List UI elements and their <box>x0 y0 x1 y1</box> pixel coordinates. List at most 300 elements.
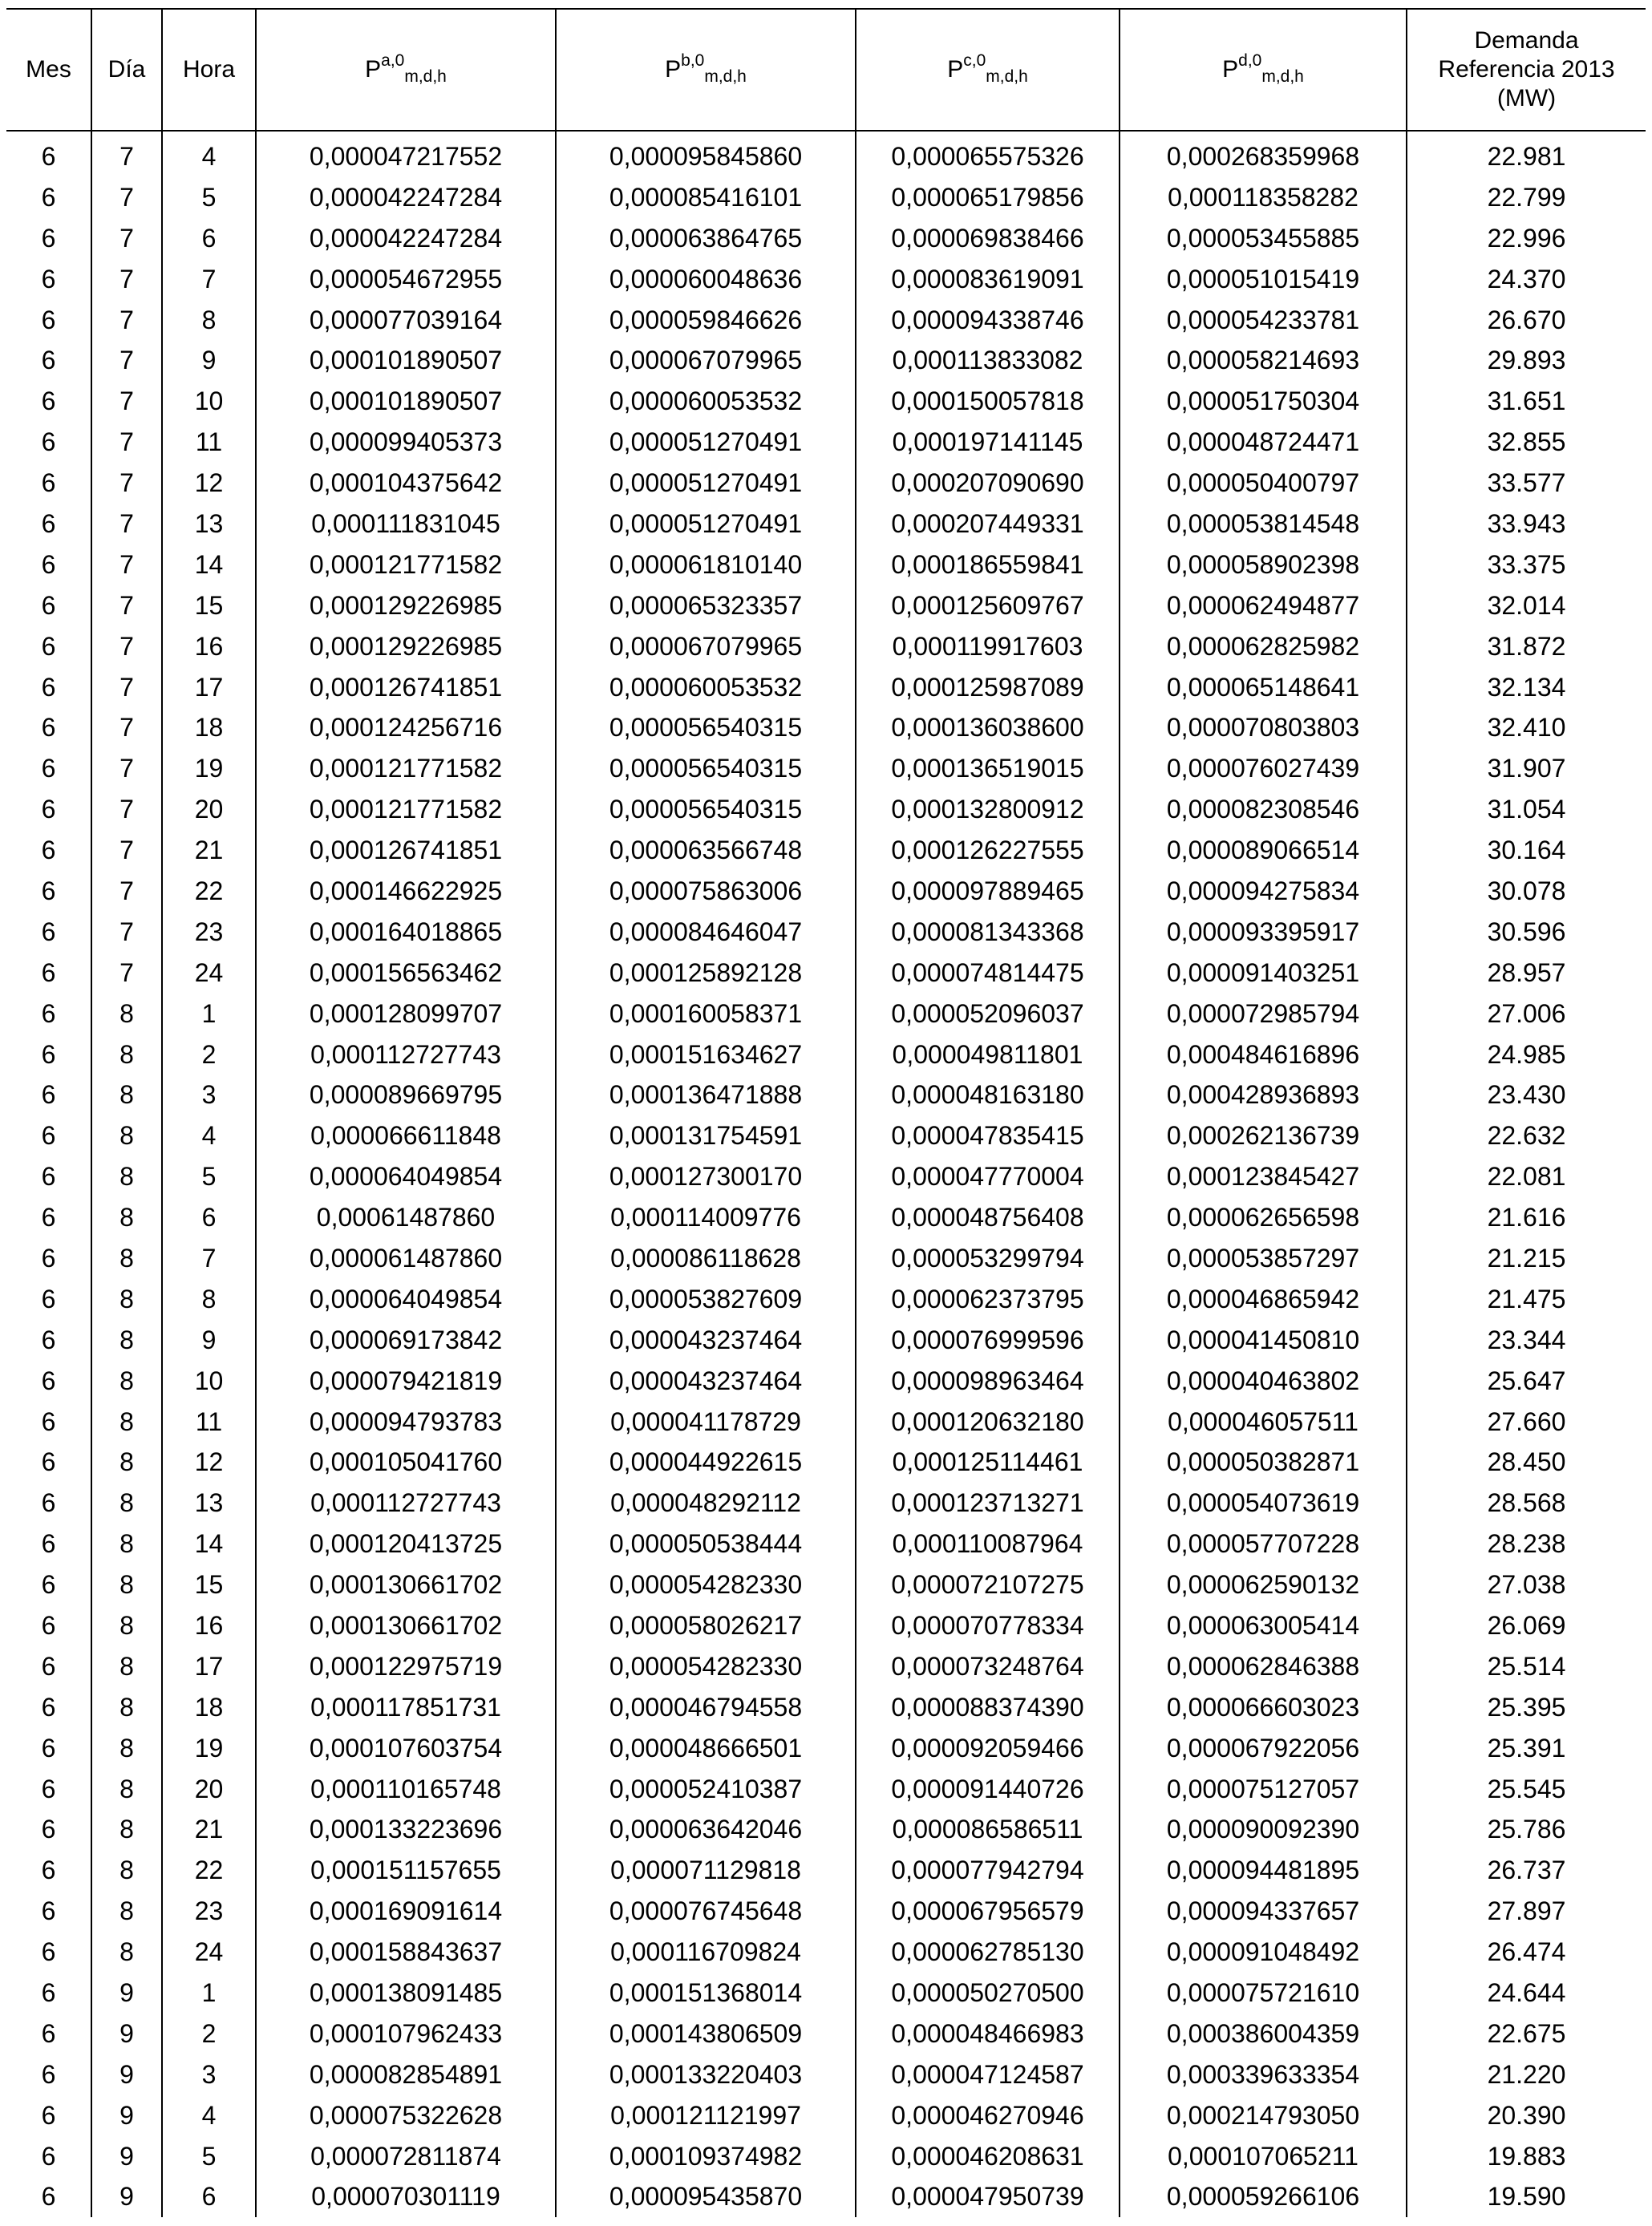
pb-cell: 0,000084646047 <box>556 912 856 953</box>
dia-cell: 7 <box>91 953 162 994</box>
table-row <box>6 2136 1646 2177</box>
header-demanda-line1: Demanda <box>1474 27 1579 54</box>
pd-cell: 0,000070803803 <box>1120 707 1407 748</box>
header-pd <box>1120 9 1407 131</box>
pb-cell: 0,000151634627 <box>556 1034 856 1075</box>
pb-cell: 0,000048292112 <box>556 1483 856 1524</box>
demanda-cell: 25.786 <box>1407 1810 1646 1851</box>
mes-cell: 6 <box>41 713 56 743</box>
pd-cell: 0,000046057511 <box>1120 1402 1407 1443</box>
pd-cell: 0,000091403251 <box>1120 953 1407 994</box>
pb-cell: 0,000051270491 <box>556 422 856 463</box>
demanda-cell: 22.799 <box>1407 177 1646 218</box>
pa-cell: 0,000130661702 <box>256 1605 556 1646</box>
pd-cell: 0,000062846388 <box>1120 1646 1407 1687</box>
hora-cell: 24 <box>162 953 256 994</box>
demanda-cell: 32.014 <box>1407 585 1646 626</box>
hora-cell: 2 <box>162 1034 256 1075</box>
hora-cell: 5 <box>162 2136 256 2177</box>
pb-cell: 0,000060053532 <box>556 667 856 708</box>
table-row <box>6 830 1646 871</box>
table-row <box>6 1891 1646 1932</box>
dia-cell: 7 <box>91 544 162 585</box>
pd-cell: 0,000053814548 <box>1120 504 1407 544</box>
hora-cell: 13 <box>162 1483 256 1524</box>
table-row <box>6 1402 1646 1443</box>
header-pb-sub: m,d,h <box>704 67 747 86</box>
hora-cell: 21 <box>162 1810 256 1851</box>
hora-cell: 6 <box>162 2177 256 2218</box>
demanda-cell: 21.475 <box>1407 1279 1646 1320</box>
pa-cell: 0,00061487860 <box>256 1197 556 1238</box>
hora-cell: 19 <box>162 1728 256 1769</box>
mes-cell: 6 <box>41 754 56 783</box>
pb-cell: 0,000160058371 <box>556 994 856 1034</box>
pb-cell: 0,000059846626 <box>556 300 856 341</box>
pa-cell: 0,000066611848 <box>256 1115 556 1156</box>
hora-cell: 17 <box>162 1646 256 1687</box>
header-dia <box>91 9 162 131</box>
pd-cell: 0,000058214693 <box>1120 340 1407 381</box>
pa-cell: 0,000164018865 <box>256 912 556 953</box>
pc-cell: 0,000092059466 <box>856 1728 1120 1769</box>
dia-cell: 7 <box>91 626 162 667</box>
hora-cell: 9 <box>162 340 256 381</box>
table-row <box>6 1197 1646 1238</box>
pc-cell: 0,000047770004 <box>856 1156 1120 1197</box>
demanda-cell: 27.006 <box>1407 994 1646 1034</box>
dia-cell: 7 <box>91 340 162 381</box>
table-row <box>6 463 1646 504</box>
pd-cell: 0,000094275834 <box>1120 871 1407 912</box>
table-row <box>6 218 1646 259</box>
demanda-cell: 33.375 <box>1407 544 1646 585</box>
pd-cell: 0,000040463802 <box>1120 1361 1407 1402</box>
table-row <box>6 2095 1646 2136</box>
pa-cell: 0,000128099707 <box>256 994 556 1034</box>
hora-cell: 11 <box>162 1402 256 1443</box>
dia-cell: 9 <box>91 2054 162 2095</box>
pa-cell: 0,000104375642 <box>256 463 556 504</box>
dia-cell: 7 <box>91 830 162 871</box>
pc-cell: 0,000136519015 <box>856 748 1120 789</box>
pa-cell: 0,000121771582 <box>256 789 556 830</box>
pc-cell: 0,000048163180 <box>856 1075 1120 1115</box>
pb-cell: 0,000056540315 <box>556 748 856 789</box>
pb-cell: 0,000054282330 <box>556 1646 856 1687</box>
table-row <box>6 1646 1646 1687</box>
pd-cell: 0,000041450810 <box>1120 1320 1407 1361</box>
dia-cell: 8 <box>91 1524 162 1564</box>
mes-cell: 6 <box>41 141 56 171</box>
pc-cell: 0,000053299794 <box>856 1238 1120 1279</box>
table-row <box>6 1115 1646 1156</box>
dia-cell: 7 <box>91 300 162 341</box>
mes-cell: 6 <box>41 1447 56 1477</box>
pc-cell: 0,000186559841 <box>856 544 1120 585</box>
hora-cell: 5 <box>162 177 256 218</box>
header-pd-base: P <box>1222 56 1239 83</box>
pb-cell: 0,000048666501 <box>556 1728 856 1769</box>
header-pc-base: P <box>947 56 964 83</box>
pc-cell: 0,000047835415 <box>856 1115 1120 1156</box>
mes-cell: 6 <box>41 305 56 334</box>
hora-cell: 14 <box>162 1524 256 1564</box>
pd-cell: 0,000082308546 <box>1120 789 1407 830</box>
pc-cell: 0,000048466983 <box>856 2014 1120 2054</box>
table-row <box>6 504 1646 544</box>
pb-cell: 0,000151368014 <box>556 1973 856 2014</box>
hora-cell: 22 <box>162 871 256 912</box>
mes-cell: 6 <box>41 1733 56 1763</box>
pd-cell: 0,000214793050 <box>1120 2095 1407 2136</box>
pc-cell: 0,000050270500 <box>856 1973 1120 2014</box>
pa-cell: 0,000133223696 <box>256 1810 556 1851</box>
mes-cell: 6 <box>41 223 56 253</box>
pa-cell: 0,000072811874 <box>256 2136 556 2177</box>
pd-cell: 0,000075127057 <box>1120 1769 1407 1810</box>
hora-cell: 1 <box>162 1973 256 2014</box>
mes-cell: 6 <box>41 346 56 375</box>
pd-cell: 0,000050400797 <box>1120 463 1407 504</box>
pd-cell: 0,000053455885 <box>1120 218 1407 259</box>
table-row <box>6 1075 1646 1115</box>
table-row <box>6 2054 1646 2095</box>
demanda-cell: 21.616 <box>1407 1197 1646 1238</box>
dia-cell: 9 <box>91 2095 162 2136</box>
table-row <box>6 1156 1646 1197</box>
mes-cell: 6 <box>41 387 56 416</box>
pc-cell: 0,000098963464 <box>856 1361 1120 1402</box>
table-row <box>6 1564 1646 1605</box>
pc-cell: 0,000047124587 <box>856 2054 1120 2095</box>
dia-cell: 8 <box>91 1605 162 1646</box>
pc-cell: 0,000072107275 <box>856 1564 1120 1605</box>
table-row <box>6 707 1646 748</box>
header-pb-label <box>665 51 747 86</box>
pc-cell: 0,000136038600 <box>856 707 1120 748</box>
demanda-cell: 21.215 <box>1407 1238 1646 1279</box>
header-dia-label: Día <box>107 56 146 83</box>
pc-cell: 0,000074814475 <box>856 953 1120 994</box>
table-row <box>6 585 1646 626</box>
pd-cell: 0,000048724471 <box>1120 422 1407 463</box>
header-pb-base: P <box>665 56 682 83</box>
pa-cell: 0,000117851731 <box>256 1687 556 1728</box>
pa-cell: 0,000042247284 <box>256 177 556 218</box>
mes-cell: 6 <box>41 1651 56 1681</box>
dia-cell: 8 <box>91 1850 162 1891</box>
dia-cell: 7 <box>91 748 162 789</box>
pa-cell: 0,000077039164 <box>256 300 556 341</box>
pa-cell: 0,000158843637 <box>256 1932 556 1973</box>
demanda-cell: 30.596 <box>1407 912 1646 953</box>
pb-cell: 0,000060053532 <box>556 381 856 422</box>
demanda-cell: 24.370 <box>1407 259 1646 300</box>
pb-cell: 0,000114009776 <box>556 1197 856 1238</box>
pd-cell: 0,000090092390 <box>1120 1810 1407 1851</box>
demanda-cell: 32.134 <box>1407 667 1646 708</box>
table-row <box>6 994 1646 1034</box>
pa-cell: 0,000047217552 <box>256 131 556 177</box>
demanda-cell: 31.872 <box>1407 626 1646 667</box>
pa-cell: 0,000126741851 <box>256 830 556 871</box>
pc-cell: 0,000065179856 <box>856 177 1120 218</box>
table-row <box>6 177 1646 218</box>
mes-cell: 6 <box>41 2100 56 2130</box>
pb-cell: 0,000061810140 <box>556 544 856 585</box>
pc-cell: 0,000125609767 <box>856 585 1120 626</box>
table-row <box>6 1605 1646 1646</box>
hora-cell: 12 <box>162 1443 256 1483</box>
hora-cell: 8 <box>162 300 256 341</box>
pb-cell: 0,000133220403 <box>556 2054 856 2095</box>
dia-cell: 9 <box>91 2136 162 2177</box>
demanda-cell: 23.344 <box>1407 1320 1646 1361</box>
demanda-cell: 28.568 <box>1407 1483 1646 1524</box>
mes-cell: 6 <box>41 1611 56 1640</box>
table-row <box>6 1973 1646 2014</box>
dia-cell: 8 <box>91 1483 162 1524</box>
demanda-cell: 22.675 <box>1407 2014 1646 2054</box>
pd-cell: 0,000057707228 <box>1120 1524 1407 1564</box>
pd-cell: 0,000067922056 <box>1120 1728 1407 1769</box>
pc-cell: 0,000126227555 <box>856 830 1120 871</box>
pd-cell: 0,000058902398 <box>1120 544 1407 585</box>
demanda-cell: 29.893 <box>1407 340 1646 381</box>
pb-cell: 0,000116709824 <box>556 1932 856 1973</box>
dia-cell: 7 <box>91 871 162 912</box>
pb-cell: 0,000086118628 <box>556 1238 856 1279</box>
mes-cell: 6 <box>41 1815 56 1844</box>
pb-cell: 0,000131754591 <box>556 1115 856 1156</box>
demanda-cell: 31.907 <box>1407 748 1646 789</box>
hora-cell: 19 <box>162 748 256 789</box>
pa-cell: 0,000101890507 <box>256 340 556 381</box>
pc-cell: 0,000073248764 <box>856 1646 1120 1687</box>
demanda-cell: 26.737 <box>1407 1850 1646 1891</box>
mes-cell: 6 <box>41 795 56 824</box>
mes-cell: 6 <box>41 1325 56 1354</box>
hora-cell: 23 <box>162 1891 256 1932</box>
pa-cell: 0,000054672955 <box>256 259 556 300</box>
pc-cell: 0,000069838466 <box>856 218 1120 259</box>
mes-cell: 6 <box>41 1243 56 1273</box>
pc-cell: 0,000046270946 <box>856 2095 1120 2136</box>
pc-cell: 0,000067956579 <box>856 1891 1120 1932</box>
mes-cell: 6 <box>41 2018 56 2048</box>
pd-cell: 0,000093395917 <box>1120 912 1407 953</box>
hora-cell: 18 <box>162 1687 256 1728</box>
mes-cell: 6 <box>41 1406 56 1436</box>
pa-cell: 0,000079421819 <box>256 1361 556 1402</box>
mes-cell: 6 <box>41 672 56 702</box>
dia-cell: 8 <box>91 1769 162 1810</box>
pb-cell: 0,000075863006 <box>556 871 856 912</box>
mes-cell: 6 <box>41 1856 56 1885</box>
pc-cell: 0,000113833082 <box>856 340 1120 381</box>
hora-cell: 21 <box>162 830 256 871</box>
dia-cell: 7 <box>91 381 162 422</box>
pb-cell: 0,000044922615 <box>556 1443 856 1483</box>
pa-cell: 0,000124256716 <box>256 707 556 748</box>
table-row <box>6 131 1646 177</box>
pa-cell: 0,000070301119 <box>256 2177 556 2218</box>
dia-cell: 8 <box>91 1197 162 1238</box>
demanda-cell: 28.450 <box>1407 1443 1646 1483</box>
pc-cell: 0,000065575326 <box>856 131 1120 177</box>
mes-cell: 6 <box>41 1529 56 1559</box>
pc-cell: 0,000088374390 <box>856 1687 1120 1728</box>
pc-cell: 0,000123713271 <box>856 1483 1120 1524</box>
table-row <box>6 2014 1646 2054</box>
hora-cell: 15 <box>162 1564 256 1605</box>
table-row <box>6 1524 1646 1564</box>
table-row <box>6 748 1646 789</box>
mes-cell: 6 <box>41 1774 56 1803</box>
header-pd-sup: d,0 <box>1238 51 1262 70</box>
pc-cell: 0,000047950739 <box>856 2177 1120 2218</box>
header-pa-sup: a,0 <box>381 51 405 70</box>
hora-cell: 16 <box>162 1605 256 1646</box>
pc-cell: 0,000207090690 <box>856 463 1120 504</box>
pd-cell: 0,000107065211 <box>1120 2136 1407 2177</box>
demanda-cell: 27.038 <box>1407 1564 1646 1605</box>
hora-cell: 10 <box>162 381 256 422</box>
table-row <box>6 1728 1646 1769</box>
dia-cell: 8 <box>91 1075 162 1115</box>
pd-cell: 0,000062590132 <box>1120 1564 1407 1605</box>
table-row <box>6 340 1646 381</box>
demanda-cell: 21.220 <box>1407 2054 1646 2095</box>
pb-cell: 0,000052410387 <box>556 1769 856 1810</box>
mes-cell: 6 <box>41 957 56 987</box>
header-pb-sup: b,0 <box>681 51 705 70</box>
dia-cell: 7 <box>91 789 162 830</box>
pb-cell: 0,000051270491 <box>556 504 856 544</box>
header-pd-label <box>1222 51 1304 86</box>
header-hora <box>162 9 256 131</box>
mes-cell: 6 <box>41 590 56 620</box>
header-pc-sup: c,0 <box>963 51 986 70</box>
pa-cell: 0,000107603754 <box>256 1728 556 1769</box>
pd-cell: 0,000059266106 <box>1120 2177 1407 2218</box>
hora-cell: 3 <box>162 1075 256 1115</box>
pa-cell: 0,000069173842 <box>256 1320 556 1361</box>
pa-cell: 0,000064049854 <box>256 1156 556 1197</box>
pa-cell: 0,000121771582 <box>256 544 556 585</box>
mes-cell: 6 <box>41 1203 56 1232</box>
hora-cell: 1 <box>162 994 256 1034</box>
pd-cell: 0,000051750304 <box>1120 381 1407 422</box>
pb-cell: 0,000063642046 <box>556 1810 856 1851</box>
pc-cell: 0,000119917603 <box>856 626 1120 667</box>
mes-cell: 6 <box>41 1896 56 1926</box>
pa-cell: 0,000061487860 <box>256 1238 556 1279</box>
mes-cell: 6 <box>41 1978 56 2008</box>
pc-cell: 0,000052096037 <box>856 994 1120 1034</box>
pd-cell: 0,000072985794 <box>1120 994 1407 1034</box>
dia-cell: 8 <box>91 1932 162 1973</box>
pa-cell: 0,000042247284 <box>256 218 556 259</box>
demanda-cell: 25.545 <box>1407 1769 1646 1810</box>
pb-cell: 0,000121121997 <box>556 2095 856 2136</box>
pa-cell: 0,000120413725 <box>256 1524 556 1564</box>
mes-cell: 6 <box>41 1284 56 1313</box>
hora-cell: 16 <box>162 626 256 667</box>
pa-cell: 0,000151157655 <box>256 1850 556 1891</box>
demanda-cell: 33.943 <box>1407 504 1646 544</box>
pa-cell: 0,000129226985 <box>256 585 556 626</box>
table-row <box>6 1687 1646 1728</box>
pa-cell: 0,000111831045 <box>256 504 556 544</box>
demand-table <box>6 8 1646 2217</box>
demanda-cell: 30.078 <box>1407 871 1646 912</box>
dia-cell: 8 <box>91 1361 162 1402</box>
pa-cell: 0,000121771582 <box>256 748 556 789</box>
hora-cell: 22 <box>162 1850 256 1891</box>
pb-cell: 0,000127300170 <box>556 1156 856 1197</box>
pd-cell: 0,000339633354 <box>1120 2054 1407 2095</box>
pd-cell: 0,000065148641 <box>1120 667 1407 708</box>
pc-cell: 0,000070778334 <box>856 1605 1120 1646</box>
pc-cell: 0,000091440726 <box>856 1769 1120 1810</box>
pb-cell: 0,000051270491 <box>556 463 856 504</box>
pc-cell: 0,000081343368 <box>856 912 1120 953</box>
hora-cell: 11 <box>162 422 256 463</box>
table-row <box>6 1238 1646 1279</box>
demanda-cell: 26.069 <box>1407 1605 1646 1646</box>
pa-cell: 0,000130661702 <box>256 1564 556 1605</box>
pd-cell: 0,000428936893 <box>1120 1075 1407 1115</box>
demanda-cell: 25.514 <box>1407 1646 1646 1687</box>
hora-cell: 2 <box>162 2014 256 2054</box>
pd-cell: 0,000123845427 <box>1120 1156 1407 1197</box>
header-pc-sub: m,d,h <box>986 67 1028 86</box>
demanda-cell: 25.391 <box>1407 1728 1646 1769</box>
pb-cell: 0,000063864765 <box>556 218 856 259</box>
dia-cell: 7 <box>91 463 162 504</box>
pa-cell: 0,000146622925 <box>256 871 556 912</box>
pa-cell: 0,000156563462 <box>256 953 556 994</box>
pa-cell: 0,000089669795 <box>256 1075 556 1115</box>
pc-cell: 0,000110087964 <box>856 1524 1120 1564</box>
pa-cell: 0,000099405373 <box>256 422 556 463</box>
demanda-cell: 22.081 <box>1407 1156 1646 1197</box>
header-mes <box>6 9 91 131</box>
mes-cell: 6 <box>41 2059 56 2089</box>
pa-cell: 0,000129226985 <box>256 626 556 667</box>
pc-cell: 0,000083619091 <box>856 259 1120 300</box>
pb-cell: 0,000060048636 <box>556 259 856 300</box>
pc-cell: 0,000049811801 <box>856 1034 1120 1075</box>
mes-cell: 6 <box>41 427 56 457</box>
mes-cell: 6 <box>41 836 56 865</box>
pd-cell: 0,000094337657 <box>1120 1891 1407 1932</box>
dia-cell: 8 <box>91 994 162 1034</box>
pd-cell: 0,000054233781 <box>1120 300 1407 341</box>
dia-cell: 7 <box>91 912 162 953</box>
header-pa-base: P <box>365 56 382 83</box>
hora-cell: 6 <box>162 1197 256 1238</box>
pb-cell: 0,000125892128 <box>556 953 856 994</box>
pb-cell: 0,000053827609 <box>556 1279 856 1320</box>
demanda-cell: 22.981 <box>1407 131 1646 177</box>
pb-cell: 0,000071129818 <box>556 1850 856 1891</box>
mes-cell: 6 <box>41 508 56 538</box>
table-row <box>6 300 1646 341</box>
pb-cell: 0,000056540315 <box>556 789 856 830</box>
